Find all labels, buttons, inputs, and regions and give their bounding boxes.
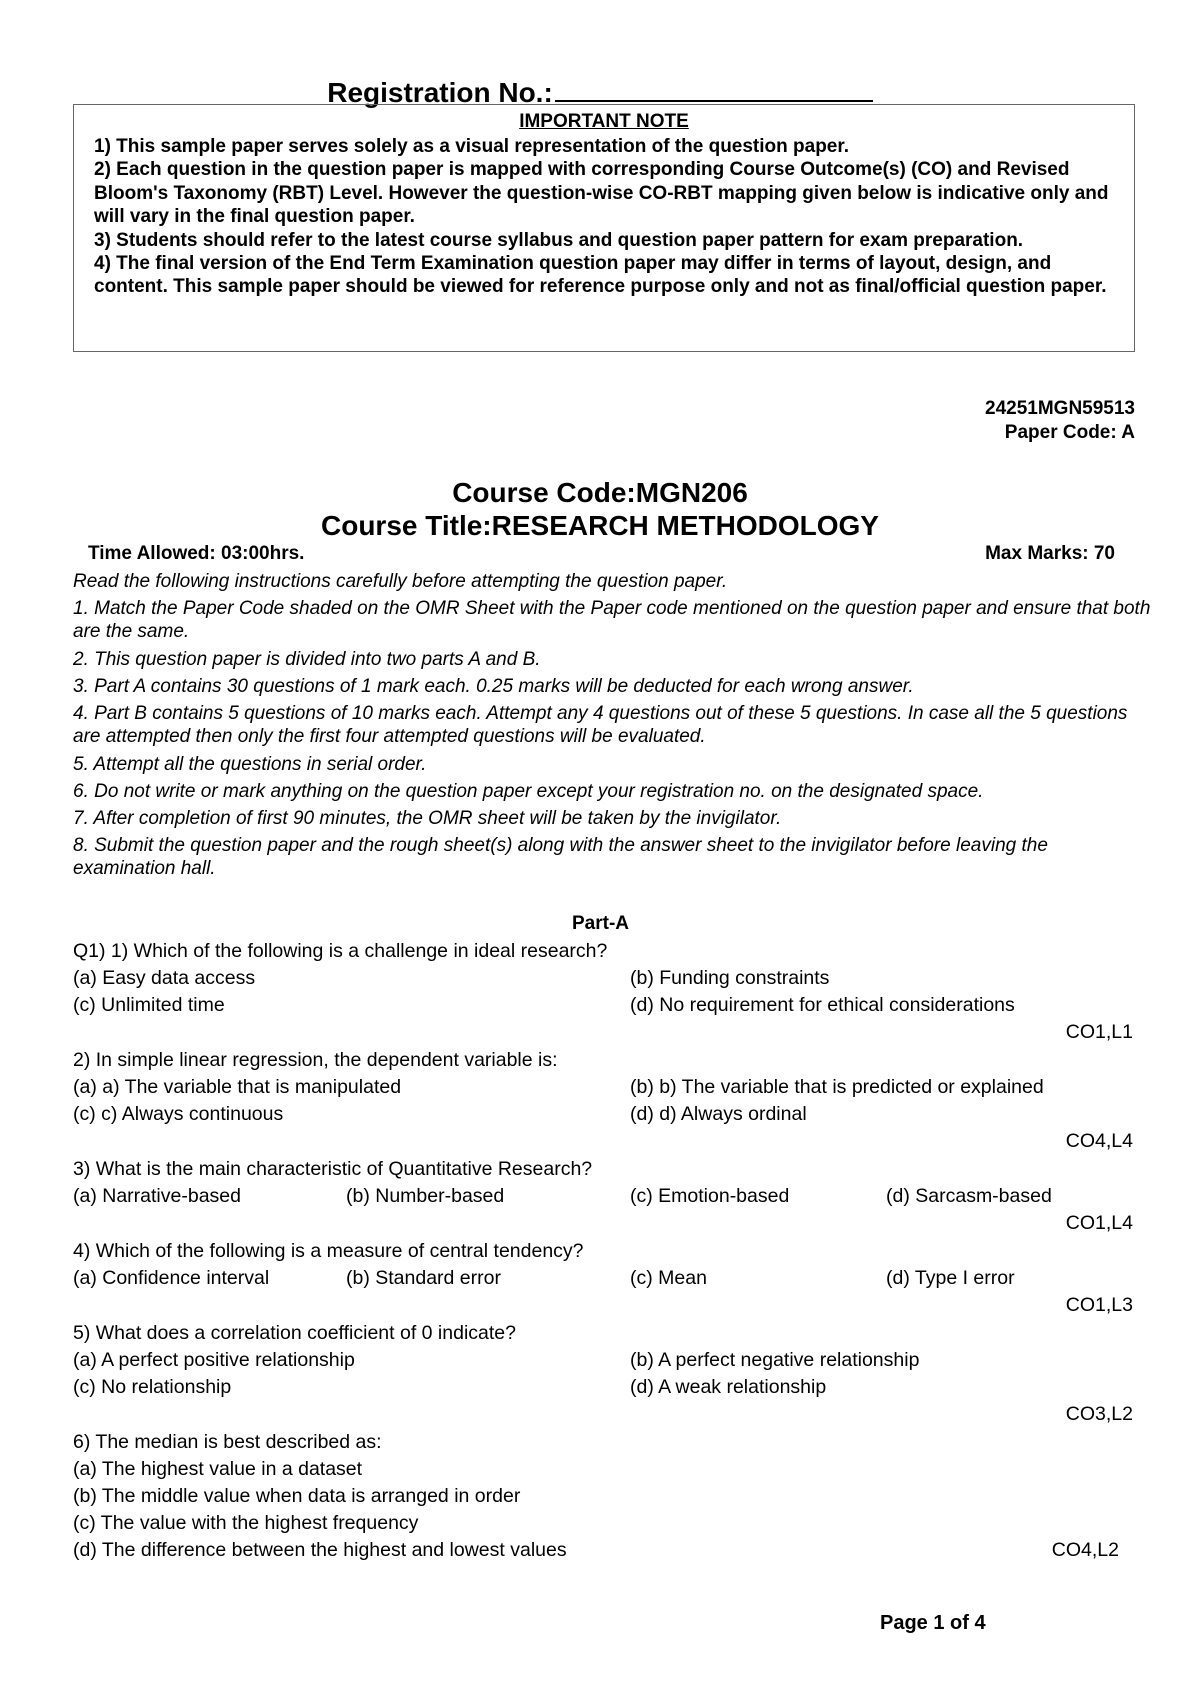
paper-code: Paper Code: A	[1004, 422, 1135, 443]
option: (c) c) Always continuous	[73, 1103, 284, 1125]
note-line: 4) The final version of the End Term Examination question paper may differ in terms of layout, design, and content. This sample paper should be viewed for reference purpose only and not as final/official question paper.	[94, 253, 1107, 298]
registration-blank	[555, 72, 873, 102]
important-note-lines	[94, 135, 1124, 299]
instructions-intro: Read the following instructions carefully before attempting the question paper.	[73, 571, 728, 592]
important-note-title: IMPORTANT NOTE	[519, 111, 689, 132]
note-line: 1) This sample paper serves solely as a visual representation of the question paper.	[94, 136, 849, 157]
course-code: Course Code:MGN206	[452, 477, 748, 508]
instruction-item: 7. After completion of first 90 minutes, the OMR sheet will be taken by the invigilator.	[73, 808, 782, 829]
question-text: 2) In simple linear regression, the dependent variable is:	[73, 1049, 558, 1071]
instruction-item: 3. Part A contains 30 questions of 1 mark each. 0.25 marks will be deducted for each wrong answer.	[73, 676, 914, 697]
instruction-item: 4. Part B contains 5 questions of 10 marks each. Attempt any 4 questions out of these 5 questions. In case all the 5 questions are attempted then only the first four attempted questions will be evaluated.	[73, 703, 1128, 747]
option: (a) Easy data access	[73, 967, 256, 989]
max-marks: Max Marks: 70	[985, 543, 1115, 564]
instruction-item: 8. Submit the question paper and the rough sheet(s) along with the answer sheet to the invigilator before leaving the examination hall.	[73, 835, 1048, 879]
option: (c) Unlimited time	[73, 994, 225, 1016]
option: (b) Number-based	[346, 1185, 505, 1207]
co-level: CO1,L3	[1065, 1294, 1133, 1316]
page-number: Page 1 of 4	[880, 1612, 986, 1634]
option: (a) The highest value in a dataset	[73, 1458, 363, 1480]
registration-label: Registration No.:	[327, 77, 553, 108]
option: (b) Funding constraints	[630, 967, 830, 989]
instruction-item: 2. This question paper is divided into two parts A and B.	[73, 649, 541, 670]
option: (a) a) The variable that is manipulated	[73, 1076, 402, 1098]
note-line: 2) Each question in the question paper is mapped with corresponding Course Outcome(s) (CO) and Revised Bloom's Taxonomy (RBT) Level. However the question-wise CO-RBT mapping given below is indicative only and will vary in the final question paper.	[94, 159, 1109, 228]
option: (b) A perfect negative relationship	[630, 1349, 920, 1371]
option: (d) No requirement for ethical considerations	[630, 994, 1015, 1016]
important-note-box	[73, 104, 1135, 352]
option: (d) Type I error	[886, 1267, 1015, 1289]
option: (d) Sarcasm-based	[886, 1185, 1052, 1207]
co-level: CO4,L4	[1065, 1130, 1133, 1152]
question-text: 3) What is the main characteristic of Quantitative Research?	[73, 1158, 593, 1180]
option: (c) No relationship	[73, 1376, 232, 1398]
co-level: CO3,L2	[1065, 1403, 1133, 1425]
option: (b) b) The variable that is predicted or explained	[630, 1076, 1044, 1098]
co-level: CO1,L4	[1065, 1212, 1133, 1234]
question-text: 4) Which of the following is a measure of central tendency?	[73, 1240, 584, 1262]
instruction-item: 6. Do not write or mark anything on the question paper except your registration no. on the designated space.	[73, 781, 984, 802]
instruction-item: 5. Attempt all the questions in serial order.	[73, 754, 427, 775]
option: (a) Narrative-based	[73, 1185, 241, 1207]
co-level: CO4,L2	[1051, 1539, 1119, 1561]
option: (a) Confidence interval	[73, 1267, 270, 1289]
time-allowed: Time Allowed: 03:00hrs.	[88, 543, 305, 564]
option: (b) Standard error	[346, 1267, 501, 1289]
question-text: Q1) 1) Which of the following is a challenge in ideal research?	[73, 940, 608, 962]
note-line: 3) Students should refer to the latest course syllabus and question paper pattern for exam preparation.	[94, 229, 1024, 251]
paper-id: 24251MGN59513	[985, 398, 1135, 419]
option: (c) Emotion-based	[630, 1185, 790, 1207]
option: (b) The middle value when data is arranged in order	[73, 1485, 521, 1507]
option: (d) The difference between the highest and lowest values	[73, 1539, 567, 1561]
option: (d) A weak relationship	[630, 1376, 827, 1398]
part-a-title: Part-A	[572, 913, 630, 934]
option: (a) A perfect positive relationship	[73, 1349, 355, 1371]
option: (d) d) Always ordinal	[630, 1103, 807, 1125]
co-level: CO1,L1	[1065, 1021, 1133, 1043]
question-text: 6) The median is best described as:	[73, 1431, 382, 1453]
instruction-item: 1. Match the Paper Code shaded on the OMR Sheet with the Paper code mentioned on the question paper and ensure that both are the same.	[73, 598, 1151, 642]
course-title: Course Title:RESEARCH METHODOLOGY	[321, 510, 879, 541]
option: (c) The value with the highest frequency	[73, 1512, 419, 1534]
question-text: 5) What does a correlation coefficient of 0 indicate?	[73, 1322, 516, 1344]
option: (c) Mean	[630, 1267, 707, 1289]
